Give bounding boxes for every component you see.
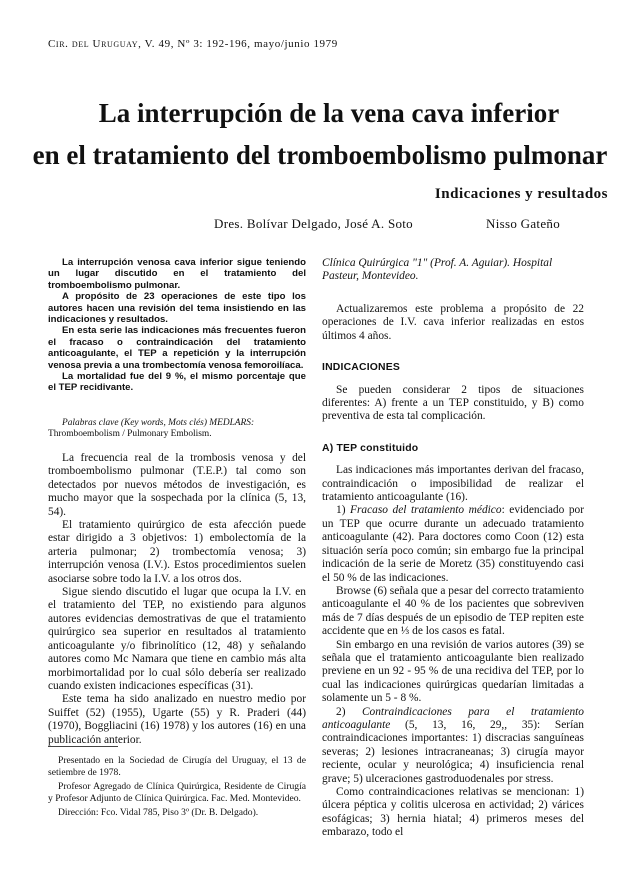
- subtitle: Indicaciones y resultados: [434, 186, 608, 202]
- authors-main: Dres. Bolívar Delgado, José A. Soto: [214, 216, 413, 231]
- footnote: Presentado en la Sociedad de Cirugía del Uruguay, el 13 de setiembre de 1978.: [48, 755, 306, 778]
- journal-citation: [48, 38, 338, 50]
- footnotes: [48, 755, 306, 821]
- abstract-paragraph: La mortalidad fue del 9 %, el mismo porcentaje que el TEP recidivante.: [48, 371, 306, 394]
- journal-issue: V. 49, Nº 3: 192-196, mayo/junio 1979: [141, 38, 338, 50]
- abstract-paragraph: En esta serie las indicaciones más frecuentes fueron el fracaso o contraindicación del tratamiento anticoagulante, el TEP a repetición y la interrupción venosa previa a una trombectomía venosa femoroilíaca.: [48, 325, 306, 371]
- indicaciones-heading: INDICACIONES: [322, 362, 401, 374]
- item-1-title: Fracaso del tratamiento médico: [350, 504, 502, 517]
- footnote: Profesor Agregado de Clínica Quirúrgica, Residente de Cirugía y Profesor Adjunto de Clínica Quirúrgica. Fac. Med. Montevideo.: [48, 781, 306, 804]
- indicaciones-paragraph: Se pueden considerar 2 tipos de situaciones diferentes: A) frente a un TEP constituido, y B) como preventiva de esta tal complicación.: [322, 383, 584, 423]
- footnote-rule: [48, 746, 118, 747]
- right-body: [322, 303, 584, 840]
- title-line-2: en el tratamiento del tromboembolismo pulmonar: [32, 140, 608, 170]
- body-paragraph: Sin embargo en una revisión de varios autores (39) se señala que el tratamiento anticoagulante bien realizado previene en un 92 - 95 % de una recidiva del TEP, por lo cual las indicaciones quirúrgicas quedarían limitadas a solamente un 5 - 8 %.: [322, 638, 584, 705]
- item-1-paragraph: [322, 504, 584, 584]
- abstract-paragraph: A propósito de 23 operaciones de este tipo los autores hacen una revisión del tema insistiendo en las indicaciones y resultados.: [48, 291, 306, 326]
- affiliation: Clínica Quirúrgica "1" (Prof. A. Aguiar). Hospital Pasteur, Montevideo.: [322, 257, 553, 282]
- body-paragraph: Sigue siendo discutido el lugar que ocupa la I.V. en el tratamiento del TEP, no existiendo para algunos autores evidencias demostrativas de que el tratamiento quirúrgico sea superior en resultados al tratamiento anticoagulante y/o fibrinolítico (12, 48) y señalando autores como Mc Namara que tiene en cambio más alta morbimortalidad por lo cual sólo debería ser realizado cuando existen indicaciones específicas (31).: [48, 586, 306, 692]
- author-third: Nisso Gateño: [486, 216, 561, 231]
- item-2-title: Contraindicaciones para el tratamiento anticoagulante: [322, 705, 584, 731]
- keywords-terms: Thromboembolism / Pulmonary Embolism.: [48, 429, 212, 439]
- intro-paragraph: Actualizaremos este problema a propósito de 22 operaciones de I.V. cava inferior realizadas en estos últimos 4 años.: [322, 303, 584, 342]
- body-paragraph: Las indicaciones más importantes derivan del fracaso, contraindicación o imposibilidad de realizar el tratamiento anticoagulante (16).: [322, 464, 584, 504]
- title-line-1: La interrupción de la vena cava inferior: [98, 98, 560, 128]
- left-body: [48, 452, 306, 747]
- keywords: [48, 418, 306, 440]
- item-2-paragraph: [322, 706, 584, 786]
- footnote: Dirección: Fco. Vidal 785, Piso 3º (Dr. B. Delgado).: [58, 807, 259, 818]
- item-2-number: 2): [336, 705, 362, 718]
- item-2-text: (5, 13, 16, 29,, 35): Serían contraindicaciones importantes: 1) discracias sanguíneas severas; 2) lesiones intracraneanas; 3) cirugía mayor reciente, ocular y neurológica; 4) insuficiencia renal grave; 5) ulceraciones gastroduodenales por stress.: [322, 718, 584, 785]
- body-paragraph: Este tema ha sido analizado en nuestro medio por Suiffet (52) (1955), Ugarte (55) y R. Praderi (44) (1970), Boggliacini (16) 1978) y los autores (16) en una publicación anterior.: [48, 693, 306, 746]
- body-paragraph: El tratamiento quirúrgico de esta afección puede estar dirigido a 3 objetivos: 1) embolectomía de la arteria pulmonar; 2) trombectomía venosa; 3) interrupción venosa (I.V.). Estos procedimientos suelen asociarse sobre todo la I.V. a los otros dos.: [48, 519, 306, 585]
- authors: [214, 216, 561, 232]
- body-paragraph: La frecuencia real de la trombosis venosa y del tromboembolismo pulmonar (T.E.P.) tal como son detectados por nuevos métodos de investigación, es mucho mayor que la sospechada por la clínica (5, 13, 54).: [48, 452, 306, 518]
- section-a-heading: A) TEP constituido: [322, 442, 419, 454]
- item-1-number: 1): [336, 504, 351, 517]
- abstract-paragraph: La interrupción venosa cava inferior sigue teniendo un lugar discutido en el tratamiento del tromboembolismo pulmonar.: [48, 257, 306, 291]
- body-paragraph: Browse (6) señala que a pesar del correcto tratamiento anticoagulante el 40 % de los pacientes que sobreviven más de 7 días después de un episodio de TEP repiten este accidente que en ⅓ de los casos es fatal.: [322, 584, 584, 638]
- item-1-text: : evidenciado por un TEP que ocurre durante un adecuado tratamiento anticoagulante (42). Para doctores como Coon (12) esta situación sería poco común; sin embargo fue la principal indicación de la serie de Moretz (35) constituyendo casi el 50 % de las indicaciones.: [322, 504, 584, 584]
- keywords-label: Palabras clave (Key words, Mots clés) MEDLARS:: [62, 418, 255, 428]
- abstract: [48, 257, 306, 394]
- journal-name: Cir. del Uruguay,: [48, 38, 142, 50]
- body-paragraph: Como contraindicaciones relativas se mencionan: 1) úlcera péptica y colitis ulcerosa en actividad; 2) várices esofágicas; 3) hernia hiatal; 4) primeros meses del embarazo, todo el: [322, 786, 584, 839]
